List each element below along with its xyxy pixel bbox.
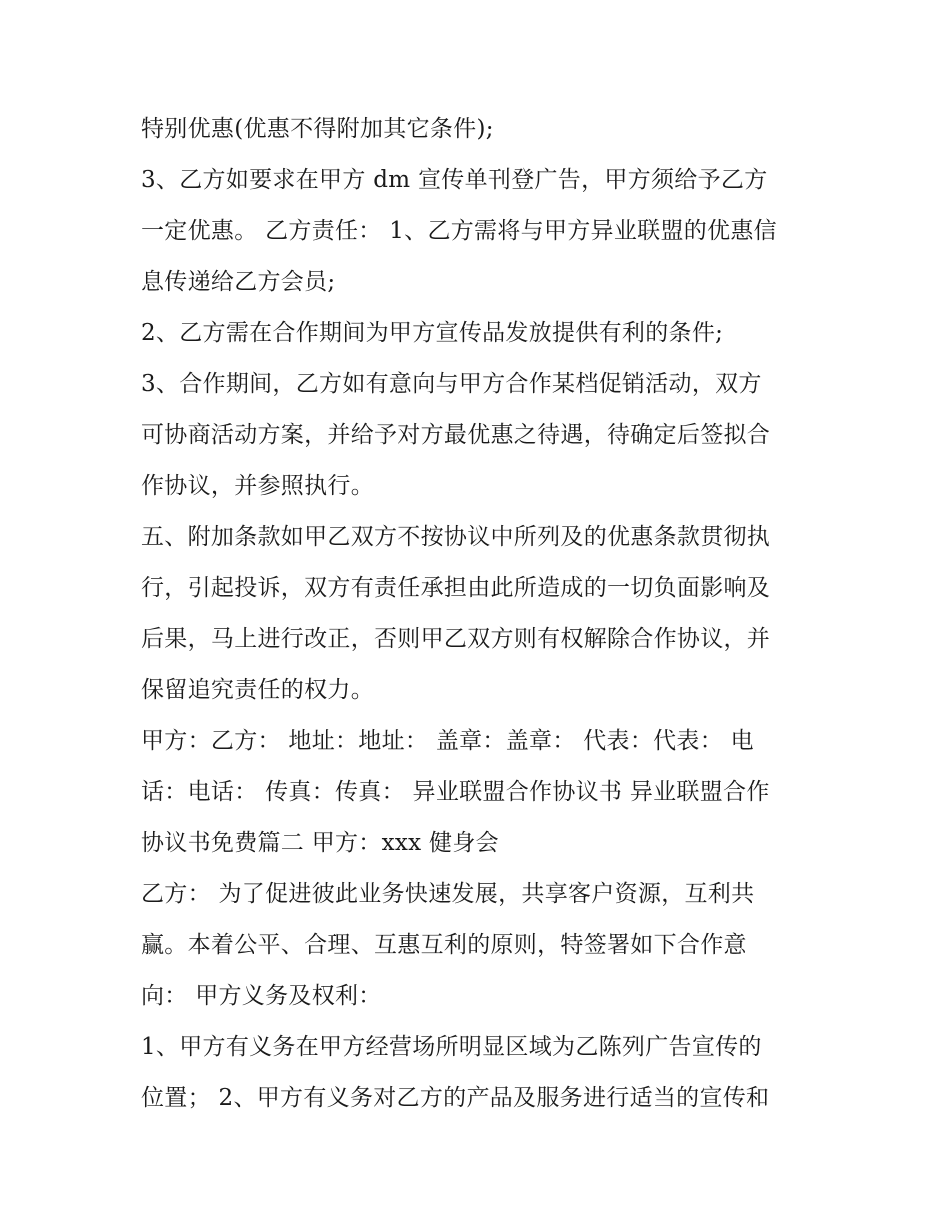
- paragraph-party-b-intent: [141, 869, 821, 1022]
- text-line: 话：电话： 传真：传真： 异业联盟合作协议书 异业联盟合作: [141, 779, 770, 805]
- text-line: 向： 甲方义务及权利：: [141, 983, 382, 1009]
- text-line: 行，引起投诉，双方有责任承担由此所造成的一切负面影响及: [141, 575, 771, 601]
- text-line: 一定优惠。 乙方责任： 1、乙方需将与甲方异业联盟的优惠信: [141, 218, 777, 244]
- text-line: 息传递给乙方会员;: [141, 269, 336, 295]
- text-line: 位置； 2、甲方有义务对乙方的产品及服务进行适当的宣传和: [141, 1085, 770, 1111]
- paragraph-special-offer: [141, 104, 821, 155]
- paragraph-party-a-obligations: [141, 1022, 821, 1124]
- paragraph-signature-fields: [141, 716, 821, 869]
- text-line: 五、附加条款如甲乙双方不按协议中所列及的优惠条款贯彻执: [141, 524, 771, 550]
- text-line: 1、甲方有义务在甲方经营场所明显区域为乙陈列广告宣传的: [141, 1034, 762, 1060]
- document-body: [141, 104, 821, 1124]
- text-line: 保留追究责任的权力。: [141, 677, 374, 703]
- text-line: 3、合作期间，乙方如有意向与甲方合作某档促销活动，双方: [141, 371, 762, 397]
- text-line: 作协议，并参照执行。: [141, 473, 374, 499]
- text-line: 可协商活动方案，并给予对方最优惠之待遇，待确定后签拟合: [141, 422, 771, 448]
- text-line: 甲方：乙方： 地址：地址： 盖章：盖章： 代表：代表： 电: [141, 728, 754, 754]
- paragraph-additional-terms: [141, 512, 821, 716]
- text-line: 2、乙方需在合作期间为甲方宣传品发放提供有利的条件;: [141, 320, 724, 346]
- text-line: 后果，马上进行改正，否则甲乙双方则有权解除合作协议，并: [141, 626, 771, 652]
- text-line: 3、乙方如要求在甲方 dm 宣传单刊登广告，甲方须给予乙方: [141, 167, 768, 193]
- paragraph-dm-advertising: [141, 155, 821, 308]
- text-line: 协议书免费篇二 甲方：xxx 健身会: [141, 830, 499, 856]
- text-line: 乙方： 为了促进彼此业务快速发展，共享客户资源，互利共: [141, 881, 755, 907]
- text-line: 赢。本着公平、合理、互惠互利的原则，特签署如下合作意: [141, 932, 747, 958]
- paragraph-promotion-cooperation: [141, 359, 821, 512]
- text-line: 特别优惠(优惠不得附加其它条件);: [141, 116, 494, 142]
- paragraph-party-b-conditions: [141, 308, 821, 359]
